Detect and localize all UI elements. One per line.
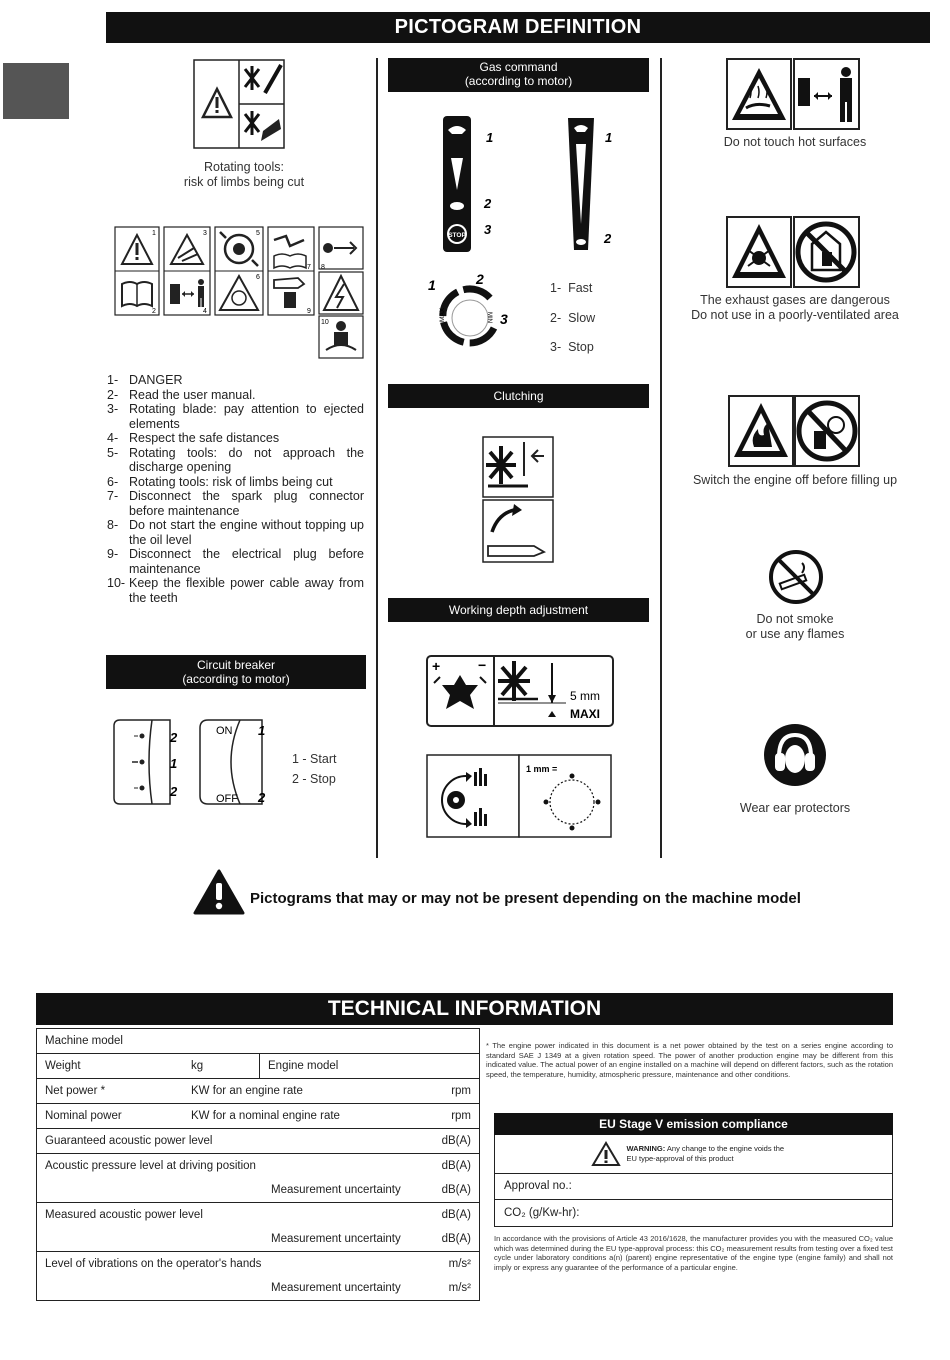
dial-min-label: MIN bbox=[486, 312, 492, 323]
legend-number: 10- bbox=[107, 576, 126, 590]
dial-number: 1 bbox=[428, 277, 436, 293]
legend-item bbox=[107, 518, 364, 547]
gas-item-text: Slow bbox=[568, 310, 596, 325]
breaker-off-label: OFF bbox=[216, 793, 238, 805]
title-line: Circuit breaker bbox=[196, 658, 276, 672]
row-measured-acoustic bbox=[37, 1203, 480, 1228]
breaker-number: 2 bbox=[170, 784, 178, 799]
panel-number: 9 bbox=[307, 308, 311, 315]
gas-item-number: 2- bbox=[550, 310, 562, 325]
panel-number: 1 bbox=[152, 230, 156, 237]
rotating-tools-caption bbox=[150, 160, 338, 190]
row-acoustic-pressure bbox=[37, 1154, 480, 1179]
net-power-rpm: rpm bbox=[428, 1079, 480, 1104]
note-asterisk: * bbox=[486, 1041, 489, 1050]
exhaust-gases-caption bbox=[668, 293, 922, 323]
depth-5mm: 5 mm bbox=[570, 689, 600, 703]
nominal-power-rpm: rpm bbox=[428, 1104, 480, 1129]
legend-item bbox=[107, 373, 364, 388]
hot-surfaces-caption: Do not touch hot surfaces bbox=[723, 135, 867, 149]
no-smoking-caption bbox=[668, 612, 922, 642]
caption-line: Do not use in a poorly-ventilated area bbox=[691, 308, 899, 322]
legend-item bbox=[107, 402, 364, 431]
acoustic-pressure-unit: dB(A) bbox=[428, 1154, 480, 1179]
depth-minus: − bbox=[478, 657, 487, 673]
title-line: (according to motor) bbox=[464, 74, 573, 88]
legend-text: DANGER bbox=[129, 373, 183, 387]
gas-number: 2 bbox=[484, 196, 492, 211]
gas-number: 2 bbox=[604, 231, 612, 246]
legend-item bbox=[107, 489, 364, 518]
co2-row: CO₂ (g/Kw-hr): bbox=[494, 1200, 893, 1227]
eu-compliance-box bbox=[494, 1113, 893, 1227]
panel-number: 4 bbox=[203, 308, 207, 315]
depth-1mm-label: 1 mm = bbox=[526, 764, 558, 774]
legend-text: Keep the flexible power cable away from the teeth bbox=[129, 576, 364, 605]
stop-label: STOP bbox=[448, 232, 466, 239]
exhaust-gases-pictogram bbox=[726, 216, 860, 288]
legend-text: Disconnect the spark plug connector before maintenance bbox=[129, 489, 364, 518]
gas-item bbox=[550, 274, 595, 304]
clutching-title: Clutching bbox=[388, 384, 649, 408]
gas-item-number: 1- bbox=[550, 281, 562, 295]
legend-number: 4- bbox=[107, 431, 119, 445]
legend-number: 7- bbox=[107, 489, 119, 503]
eu-warning-row bbox=[494, 1135, 893, 1174]
circuit-breaker-title bbox=[106, 655, 366, 689]
panel-number: 7 bbox=[307, 264, 311, 271]
breaker-number: 1 bbox=[258, 723, 266, 738]
legend-number: 3- bbox=[107, 402, 119, 416]
row-vibration-uncertainty bbox=[37, 1276, 480, 1301]
guaranteed-acoustic-unit: dB(A) bbox=[428, 1129, 480, 1154]
weight-label: Weight bbox=[37, 1054, 184, 1079]
machine-model-label: Machine model bbox=[37, 1029, 480, 1054]
hot-surfaces-pictogram bbox=[726, 58, 860, 130]
row-net-power bbox=[37, 1079, 480, 1104]
breaker-on-label: ON bbox=[216, 725, 233, 737]
row-measured-acoustic-uncertainty bbox=[37, 1227, 480, 1252]
working-depth-pictogram bbox=[426, 655, 614, 727]
gas-command-title bbox=[388, 58, 649, 92]
vibration-unit: m/s² bbox=[428, 1252, 480, 1277]
gas-item-text: Stop bbox=[568, 340, 594, 354]
caption-line: risk of limbs being cut bbox=[183, 175, 305, 189]
throttle-dial-pictogram bbox=[420, 268, 520, 354]
throttle-lever-pictogram bbox=[440, 114, 620, 254]
legend-text: Rotating tools: risk of limbs being cut bbox=[129, 474, 333, 489]
rotating-tools-pictogram bbox=[193, 59, 285, 149]
breaker-number: 2 bbox=[170, 730, 178, 745]
depth-knob-pictogram bbox=[426, 754, 612, 838]
gas-item bbox=[550, 304, 595, 334]
technical-specs-table bbox=[36, 1028, 480, 1301]
legend-number: 5- bbox=[107, 445, 119, 460]
depth-plus: + bbox=[432, 658, 441, 674]
weight-unit: kg bbox=[183, 1054, 260, 1079]
legend-text: Read the user manual. bbox=[129, 387, 256, 402]
caption-line: The exhaust gases are dangerous bbox=[700, 293, 890, 307]
caption-line: or use any flames bbox=[745, 627, 845, 641]
dial-number: 2 bbox=[476, 271, 484, 287]
legend-text: Disconnect the electrical plug before maintenance bbox=[129, 547, 364, 576]
warning-label: WARNING: bbox=[626, 1144, 666, 1153]
page-tab-marker bbox=[3, 63, 69, 119]
panel-number: 10 bbox=[321, 319, 329, 326]
dial-max-label: MAX bbox=[439, 307, 446, 322]
acoustic-pressure-label: Acoustic pressure level at driving position bbox=[37, 1154, 428, 1179]
legend-text: Rotating blade: pay attention to ejected elements bbox=[129, 402, 364, 431]
row-vibration bbox=[37, 1252, 480, 1277]
dial-number: 3 bbox=[500, 311, 508, 327]
pictogram-title: PICTOGRAM DEFINITION bbox=[106, 12, 930, 43]
circuit-breaker-pictogram bbox=[112, 716, 282, 808]
eu-compliance-title: EU Stage V emission compliance bbox=[494, 1113, 893, 1135]
breaker-number: 2 bbox=[258, 790, 266, 805]
measured-acoustic-label: Measured acoustic power level bbox=[37, 1203, 428, 1228]
technical-title: TECHNICAL INFORMATION bbox=[36, 993, 893, 1025]
breaker-item-start: 1 - Start bbox=[292, 752, 337, 766]
measured-acoustic-uncertainty-label: Measurement uncertainty bbox=[37, 1227, 428, 1252]
ear-protection-icon bbox=[763, 723, 827, 787]
vibration-uncertainty-label: Measurement uncertainty bbox=[37, 1276, 428, 1301]
warning-triangle-icon bbox=[193, 869, 245, 915]
guaranteed-acoustic-label: Guaranteed acoustic power level bbox=[37, 1129, 428, 1154]
pictogram-availability-note: Pictograms that may or may not be present depending on the machine model bbox=[250, 890, 801, 907]
legend-text: Rotating tools: do not approach the discharge opening bbox=[129, 445, 364, 474]
legend-item bbox=[107, 446, 364, 475]
acoustic-pressure-uncertainty-label: Measurement uncertainty bbox=[37, 1178, 428, 1203]
row-weight bbox=[37, 1054, 480, 1079]
vibration-uncertainty-unit: m/s² bbox=[428, 1276, 480, 1301]
approval-number-row: Approval no.: bbox=[494, 1174, 893, 1200]
legend-item bbox=[107, 475, 364, 490]
title-line: (according to motor) bbox=[182, 672, 290, 686]
caption-line: Do not smoke bbox=[756, 612, 834, 626]
gas-item-number: 3- bbox=[550, 340, 562, 354]
ear-protection-caption: Wear ear protectors bbox=[739, 801, 851, 815]
gas-number: 1 bbox=[486, 130, 494, 145]
column-divider-left bbox=[376, 58, 378, 858]
safety-pictogram-grid bbox=[114, 226, 366, 360]
caption-line: Rotating tools: bbox=[204, 160, 284, 174]
warning-icon bbox=[591, 1141, 621, 1167]
panel-number: 5 bbox=[256, 230, 260, 237]
engine-model-label: Engine model bbox=[260, 1054, 480, 1079]
gas-command-items bbox=[550, 274, 595, 363]
title-line: Gas command bbox=[479, 60, 558, 74]
net-power-unit: KW for an engine rate bbox=[183, 1079, 428, 1104]
engine-power-note bbox=[486, 1041, 893, 1079]
legend-item bbox=[107, 576, 364, 605]
legend-number: 8- bbox=[107, 518, 119, 532]
net-power-label: Net power * bbox=[37, 1079, 184, 1104]
safety-legend-list bbox=[107, 373, 364, 605]
acoustic-pressure-uncertainty-unit: dB(A) bbox=[428, 1178, 480, 1203]
breaker-item-stop: 2 - Stop bbox=[292, 772, 336, 786]
measured-acoustic-unit: dB(A) bbox=[428, 1203, 480, 1228]
gas-number: 1 bbox=[605, 130, 613, 145]
row-machine-model bbox=[37, 1029, 480, 1054]
vibration-label: Level of vibrations on the operator's hands bbox=[37, 1252, 428, 1277]
panel-number: 2 bbox=[152, 308, 156, 315]
column-divider-right bbox=[660, 58, 662, 858]
refuel-engine-off-pictogram bbox=[728, 395, 860, 467]
legend-item bbox=[107, 388, 364, 403]
working-depth-title: Working depth adjustment bbox=[388, 598, 649, 622]
row-nominal-power bbox=[37, 1104, 480, 1129]
legend-number: 6- bbox=[107, 474, 119, 489]
breaker-number: 1 bbox=[170, 756, 178, 771]
nominal-power-label: Nominal power bbox=[37, 1104, 184, 1129]
panel-number: 6 bbox=[256, 274, 260, 281]
co2-note: In accordance with the provisions of Article 43 2016/1628, the manufacturer provides you with the measured CO₂ value which was determined during the EU type-approval process: this CO₂ measurement results from testing over a fixed test cycle under laboratory conditions a(n) (parent) engine representative of the engine type (engine family) and shall not imply or express any guarantee of the performance of a particular engine. bbox=[494, 1234, 893, 1272]
legend-text: Respect the safe distances bbox=[129, 431, 280, 445]
legend-number: 1- bbox=[107, 373, 119, 387]
warning-text: Any change to the engine voids the EU type-approval of this product bbox=[626, 1144, 785, 1163]
row-guaranteed-acoustic bbox=[37, 1129, 480, 1154]
legend-item bbox=[107, 547, 364, 576]
no-smoking-icon bbox=[768, 549, 824, 605]
row-acoustic-pressure-uncertainty bbox=[37, 1178, 480, 1203]
refuel-caption: Switch the engine off before filling up bbox=[692, 473, 898, 487]
panel-number: 3 bbox=[203, 230, 207, 237]
eu-warning-text bbox=[627, 1144, 797, 1164]
legend-number: 2- bbox=[107, 387, 119, 402]
measured-acoustic-uncertainty-unit: dB(A) bbox=[428, 1227, 480, 1252]
gas-item-text: Fast bbox=[568, 281, 593, 295]
gas-number: 3 bbox=[484, 222, 492, 237]
panel-number: 8 bbox=[321, 264, 325, 271]
nominal-power-unit: KW for a nominal engine rate bbox=[183, 1104, 428, 1129]
clutch-pictogram bbox=[482, 436, 554, 564]
note-text: The engine power indicated in this document is a net power obtained by the test on a series engine according to standard SAE J 1349 at a given rotation speed. The power of another production engine may be different from this indicated value. The actual power of an engine installed on a machine will depend on different factors, such as the rotation speed, the temperature, humidity, atmospheric pressure, maintenance and other conditions. bbox=[486, 1041, 894, 1079]
legend-number: 9- bbox=[107, 547, 119, 561]
legend-text: Do not start the engine without topping up the oil level bbox=[129, 518, 364, 547]
gas-item bbox=[550, 333, 595, 363]
circuit-breaker-items bbox=[292, 749, 336, 789]
depth-maxi: MAXI bbox=[570, 707, 600, 721]
legend-item bbox=[107, 431, 364, 446]
